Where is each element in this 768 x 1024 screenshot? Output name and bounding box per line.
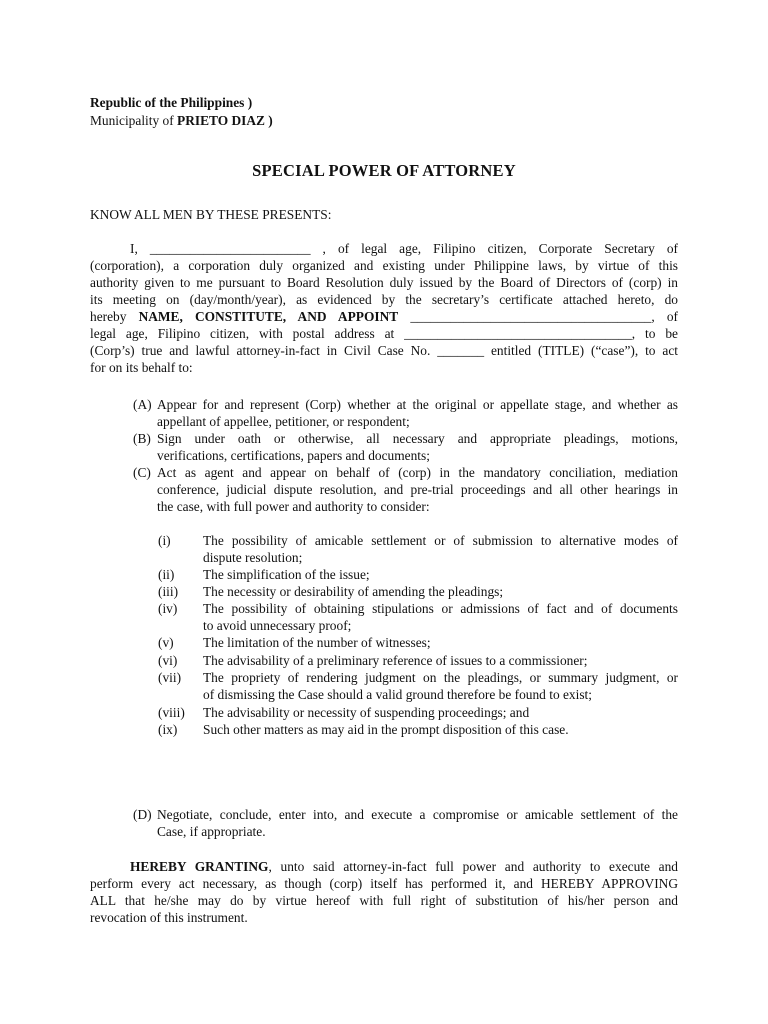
sub-label: (ii) [158,567,175,582]
consider-item-i [158,532,678,566]
power-item-c [133,464,678,515]
item-text: verifications, certifications, papers and documents; [157,448,430,463]
intro-appoint-bold: NAME, CONSTITUTE, AND APPOINT [138,309,399,324]
item-text: Case, if appropriate. [157,824,266,839]
power-item-d [133,806,678,840]
sub-text: The possibility of amicable settlement or of submission to alternative modes of [203,533,678,548]
intro-paragraph [90,240,678,376]
intro-line: its meeting on (day/month/year), as evidenced by the secretary’s certificate attached hereto, do [90,292,678,307]
venue-municipality [90,112,273,130]
consider-item-viii [158,704,678,721]
sub-label: (ix) [158,722,178,737]
sub-text: to avoid unnecessary proof; [203,618,352,633]
consider-item-iii [158,583,678,600]
consider-item-ix [158,721,678,738]
intro-line: (corporation), a corporation duly organized and existing under Philippine laws, by virtue of this [90,258,678,273]
sub-label: (vii) [158,670,182,685]
power-item-a [133,396,678,430]
consider-item-vi [158,652,678,669]
item-label: (A) [133,397,152,412]
intro-line-appoint [90,308,678,325]
consider-item-vii [158,669,678,703]
consider-item-iv [158,600,678,634]
granting-line: revocation of this instrument. [90,910,248,925]
item-label: (C) [133,465,151,480]
venue-municipality-prefix: Municipality of [90,113,178,128]
granting-line: ALL that he/she may do by virtue hereof with full right of substitution of his/her person and [90,893,678,908]
intro-line: (Corp’s) true and lawful attorney-in-fact in Civil Case No. _______ entitled (TITLE) (“case”), to act [90,343,678,358]
power-item-b [133,430,678,464]
sub-text: The propriety of rendering judgment on the pleadings, or summary judgment, or [203,670,678,685]
venue-republic: Republic of the Philippines ) [90,95,253,110]
consider-item-v [158,634,678,651]
sub-text: The advisability or necessity of suspending proceedings; and [203,705,530,720]
sub-text: The advisability of a preliminary reference of issues to a commissioner; [203,653,588,668]
granting-paragraph [90,858,678,926]
consider-item-ii [158,566,678,583]
item-text: Negotiate, conclude, enter into, and execute a compromise or amicable settlement of the [157,807,678,822]
sub-text: The limitation of the number of witnesses; [203,635,431,650]
sub-text: Such other matters as may aid in the prompt disposition of this case. [203,722,569,737]
sub-label: (vi) [158,653,178,668]
know-all-men: KNOW ALL MEN BY THESE PRESENTS: [90,207,332,222]
item-label: (B) [133,431,151,446]
intro-line: for on its behalf to: [90,360,193,375]
venue-municipality-name: PRIETO DIAZ ) [177,113,273,128]
intro-appoint-suffix: ____________________________________, of [398,309,679,324]
item-text: appellant of appellee, petitioner, or respondent; [157,414,410,429]
intro-line: authority given to me pursuant to Board Resolution duly issued by the Board of Directors of (corp) in [90,275,678,290]
sub-label: (iv) [158,601,178,616]
sub-text: dispute resolution; [203,550,303,565]
item-text: Sign under oath or otherwise, all necessary and appropriate pleadings, motions, [157,431,678,446]
venue-block [90,94,273,130]
item-text: Appear for and represent (Corp) whether at the original or appellate stage, and whether as [157,397,678,412]
sub-label: (v) [158,635,174,650]
granting-line [90,858,678,875]
granting-text: , unto said attorney-in-fact full power and authority to execute and [268,859,678,874]
document-title: SPECIAL POWER OF ATTORNEY [252,161,516,180]
granting-bold: HEREBY GRANTING [130,859,269,874]
item-label: (D) [133,807,152,822]
item-text: conference, judicial dispute resolution, and pre-trial proceedings and all other hearings in [157,482,678,497]
intro-line: I, ________________________ , of legal age, Filipino citizen, Corporate Secretary of [130,241,678,256]
sub-text: The simplification of the issue; [203,567,370,582]
sub-label: (viii) [158,705,185,720]
item-text: the case, with full power and authority to consider: [157,499,430,514]
sub-label: (iii) [158,584,179,599]
sub-label: (i) [158,533,171,548]
intro-line: legal age, Filipino citizen, with postal address at __________________________________, to be [90,326,678,341]
sub-text: of dismissing the Case should a valid ground therefore be found to exist; [203,687,593,702]
item-text: Act as agent and appear on behalf of (corp) in the mandatory conciliation, mediation [157,465,678,480]
sub-text: The possibility of obtaining stipulations or admissions of fact and of documents [203,601,678,616]
intro-hereby: hereby [90,309,139,324]
granting-line: perform every act necessary, as though (corp) itself has performed it, and HEREBY APPROVING [90,876,678,891]
sub-text: The necessity or desirability of amending the pleadings; [203,584,504,599]
